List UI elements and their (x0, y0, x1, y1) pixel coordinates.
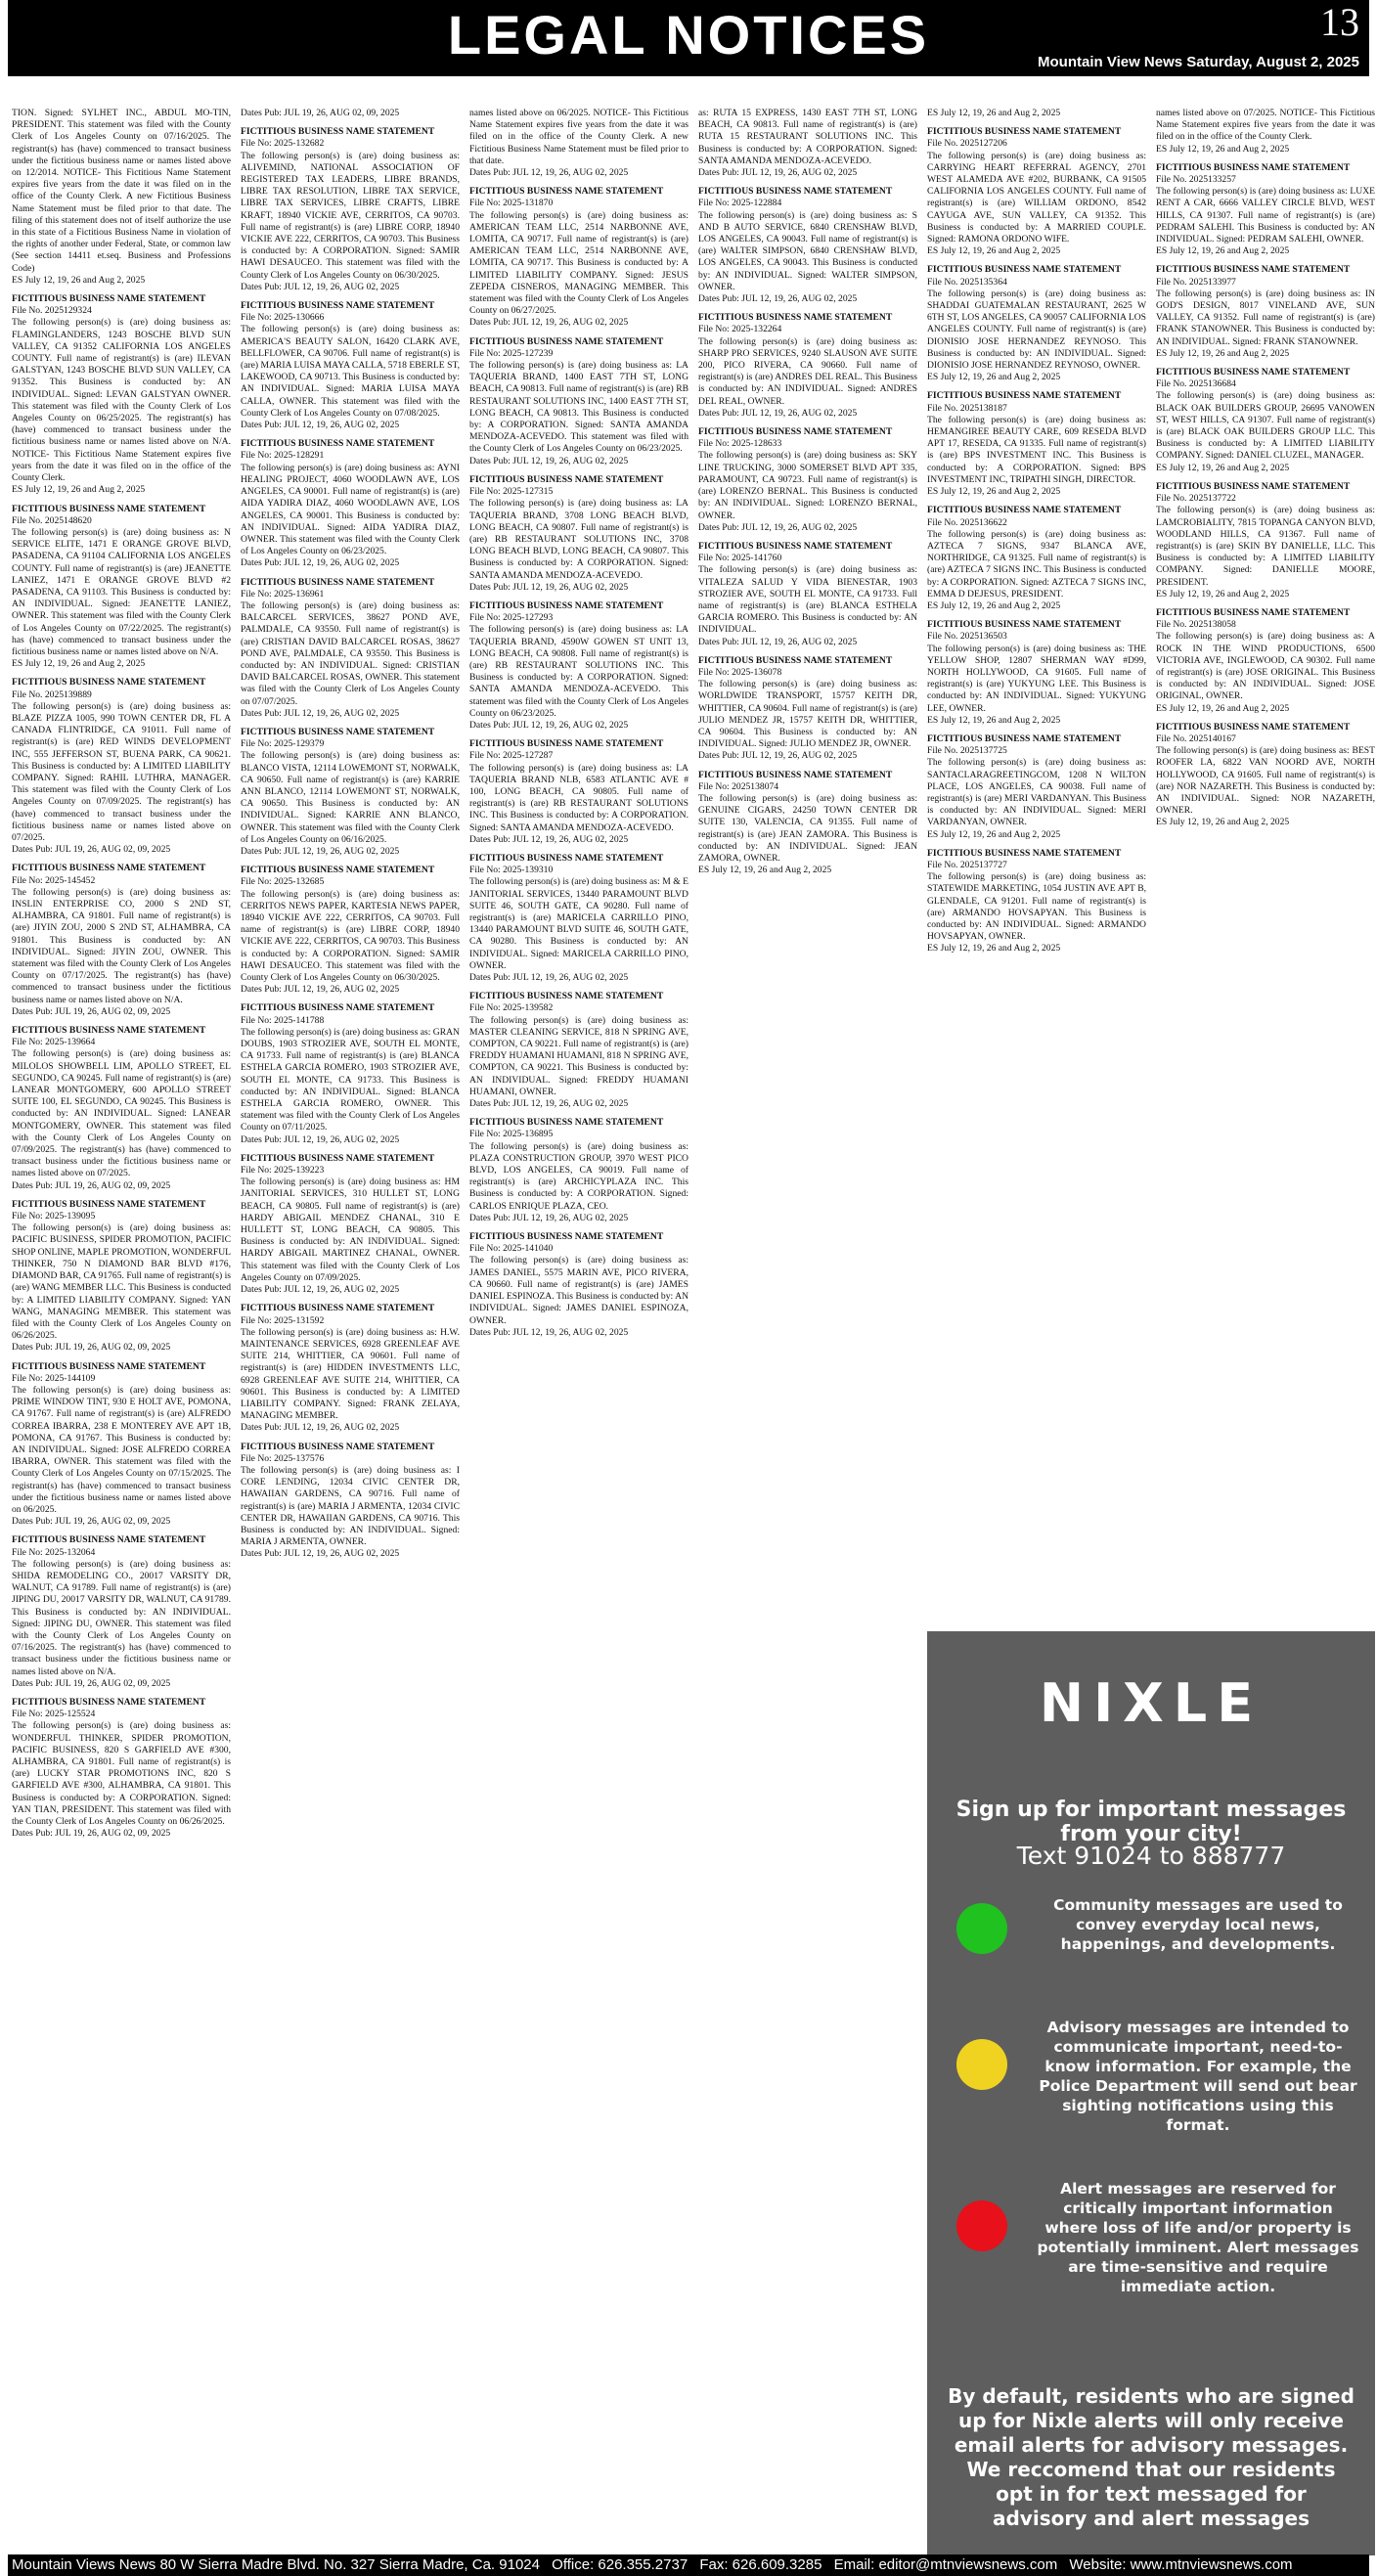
legal-notice (12, 504, 231, 671)
footer-email[interactable]: Email: editor@mtnviewsnews.com (833, 2556, 1058, 2573)
publication-dates: ES July 12, 19, 26 and Aug 2, 2025 (927, 245, 1061, 257)
publication-dates: Dates Pub: JUL 12, 19, 26, AUG 02, 2025 (698, 750, 858, 762)
notice-heading: FICTITIOUS BUSINESS NAME STATEMENT (469, 991, 664, 1002)
publication-dates: Dates Pub: JUL 12, 19, 26, AUG 02, 2025 (469, 833, 629, 845)
publication-dates: ES July 12, 19, 26 and Aug 2, 2025 (1156, 588, 1290, 600)
publication-dates: Dates Pub: JUL 12, 19, 26, AUG 02, 2025 (698, 521, 858, 533)
publication-dates: ES July 12, 19, 26 and Aug 2, 2025 (1156, 702, 1290, 714)
publication-dates: Dates Pub: JUL 12, 19, 26, AUG 02, 2025 (469, 455, 629, 466)
notice-heading: FICTITIOUS BUSINESS NAME STATEMENT (241, 126, 435, 138)
notice-body: The following person(s) is (are) doing business as: PLAZA CONSTRUCTION GROUP, 3970 WEST PICO BLVD, LOS ANGELES, CA 90019. Full name of registrant(s) is (are) ARCHICYPLAZA INC. This Business is conducted by: A CORPORATION. Signed: CARLOS ENRIQUE PLAZA, CEO. (469, 1140, 688, 1212)
publication-dates: Dates Pub: JUL 12, 19, 26, AUG 02, 2025 (241, 420, 400, 431)
publication-dates: Dates Pub: JUL 12, 19, 26, AUG 02, 2025 (469, 719, 629, 731)
file-number: File No: 2025-139582 (469, 1002, 554, 1014)
file-number: File No: 2025-136961 (241, 588, 325, 600)
notice-body: The following person(s) is (are) doing business as: ALIVEMIND, NATIONAL ASSOCIATION OF REGISTERED TAX LEADERS, LIBRE BRANDS, LIBRE TAX RESOLUTION, LIBRE TAX SERVICE, LIBRE TAX SERVICES, LIBRE CRAFTS, LIBRE KRAFT, 18940 VICKIE AVE, CERRITOS, CA 90703. Full name of registrant(s) is (are) LIBRE CORP, 18940 VICKIE AVE 222, CERRITOS, CA 90703. This Business is conducted by: A CORPORATION. Signed: SAMIR HAWI DESAUCEO. This statement was filed with the County Clerk of Los Angeles County on 06/30/2025. (241, 150, 460, 281)
notice-heading: FICTITIOUS BUSINESS NAME STATEMENT (698, 540, 893, 552)
notice-heading: FICTITIOUS BUSINESS NAME STATEMENT (241, 1152, 435, 1164)
file-number: File No: 2025-139095 (12, 1211, 96, 1222)
legal-notice (1156, 108, 1375, 155)
notice-heading: FICTITIOUS BUSINESS NAME STATEMENT (241, 726, 435, 737)
notice-heading: FICTITIOUS BUSINESS NAME STATEMENT (1156, 606, 1351, 618)
notice-heading: FICTITIOUS BUSINESS NAME STATEMENT (698, 312, 893, 324)
publication-dates: Dates Pub: JUL 19, 26, AUG 02, 09, 2025 (12, 1342, 171, 1354)
publication-dates: ES July 12, 19, 26 and Aug 2, 2025 (927, 486, 1061, 498)
file-number: File No: 2025-139223 (241, 1165, 325, 1177)
notice-body: The following person(s) is (are) doing business as: AMERICAN TEAM LLC, 2514 NARBONNE AVE, LOMITA, CA 90717. Full name of registrant(s) is (are) AMERICAN TEAM LLC, 2514 NARBONNE AVE, LOMITA, CA 90717. This Business is conducted by: A LIMITED LIABILITY COMPANY. Signed: JESUS ZEPEDA CISNEROS, MANAGING MEMBER. This statement was filed with the County Clerk of Los Angeles County on 06/27/2025. (469, 209, 688, 317)
legal-notice (698, 186, 917, 305)
publication-dates: Dates Pub: JUL 12, 19, 26, AUG 02, 2025 (698, 293, 858, 305)
legal-notice (469, 474, 688, 594)
file-number: File No: 2025-127287 (469, 750, 554, 762)
file-number: File No: 2025-131592 (241, 1314, 325, 1326)
publication-dates: Dates Pub: JUL 12, 19, 26, AUG 02, 2025 (241, 984, 400, 996)
file-number: File No. 2025148620 (12, 514, 92, 526)
legal-notice (469, 186, 688, 329)
file-number: File No. 2025127206 (927, 138, 1007, 150)
publication-dates: ES July 12, 19, 26 and Aug 2, 2025 (927, 714, 1061, 726)
red-dot-icon (956, 2200, 1007, 2251)
file-number: File No. 2025138058 (1156, 619, 1236, 631)
yellow-dot-icon (956, 2039, 1007, 2090)
nixle-item-text: Advisory messages are intended to communicate important, need-to-know information. For example, the Police Department will send out bear sighting notifications using this format. (1039, 2019, 1357, 2134)
notice-body: The following person(s) is (are) doing business as: WORLDWIDE TRANSPORT, 15757 KEITH DR, WHITTIER, CA 90604. Full name of registrant(s) is (are) JULIO MENDEZ JR, 15757 KEITH DR, WHITTIER, CA 90604. This Business is conducted by: AN INDIVIDUAL. Signed: JULIO MENDEZ JR, OWNER. (698, 679, 917, 750)
publication-dates: ES July 12, 19, 26 and Aug 2, 2025 (927, 828, 1061, 840)
notice-heading: FICTITIOUS BUSINESS NAME STATEMENT (927, 505, 1122, 516)
publication-dates: Dates Pub: JUL 12, 19, 26, AUG 02, 2025 (241, 1422, 400, 1434)
notice-heading: FICTITIOUS BUSINESS NAME STATEMENT (927, 264, 1122, 276)
legal-notice (1156, 162, 1375, 258)
nixle-text-instruction: Text 91024 to 888777 (1016, 1842, 1286, 1870)
notice-body: names listed above on 06/2025. NOTICE- This Fictitious Name Statement expires five years from the date it was filed on in the office of the County Clerk. A new Fictitious Business Name Statement must be filed prior to that date. (469, 108, 688, 166)
file-number: File No: 2025-127293 (469, 612, 554, 624)
file-number: File No: 2025-136895 (469, 1129, 554, 1140)
notice-body: The following person(s) is (are) doing business as: SKY LINE TRUCKING, 3000 SOMERSET BLVD APT 335, PARAMOUNT, CA 90723. Full name of registrant(s) is (are) LORENZO BERNAL. This Business is conducted by: AN INDIVIDUAL. Signed: LORENZO BERNAL, OWNER. (698, 450, 917, 521)
notice-body: The following person(s) is (are) doing business as: STATEWIDE MARKETING, 1054 JUSTIN AVE APT B, GLENDALE, CA 91201. Full name of registrant(s) is (are) ARMANDO HOVSAPYAN. This Business is conducted by: AN INDIVIDUAL. Signed: ARMANDO HOVSAPYAN, OWNER. (927, 871, 1146, 943)
legal-notice (12, 1697, 231, 1840)
publication-dates: ES July 12, 19, 26 and Aug 2, 2025 (1156, 143, 1290, 155)
file-number: File No. 2025137727 (927, 859, 1007, 870)
publisher-footer (8, 2554, 1369, 2576)
notice-heading: FICTITIOUS BUSINESS NAME STATEMENT (241, 300, 435, 312)
file-number: File No. 2025136684 (1156, 378, 1236, 390)
legal-notice (698, 541, 917, 648)
notice-body: names listed above on 07/2025. NOTICE- This Fictitious Name Statement expires five years from the date it was filed on in the office of the County Clerk. (1156, 108, 1375, 143)
file-number: File No: 2025-144109 (12, 1372, 96, 1384)
notice-body: The following person(s) is (are) doing business as: PACIFIC BUSINESS, SPIDER PROMOTION, PACIFIC SHOP ONLINE, MAPLE PROMOTION, WONDERFUL THINKER, 750 N DIAMOND BAR BLVD #176, DIAMOND BAR, CA 91765. Full name of registrant(s) is (are) WANG MEMBER LLC. This Business is conducted by: A LIMITED LIABILITY COMPANY. Signed: YAN WANG, MANAGING MEMBER. This statement was filed with the County Clerk of Los Angeles County on 06/26/2025. (12, 1222, 231, 1342)
notice-body: The following person(s) is (are) doing business as: BLAZE PIZZA 1005, 990 TOWN CENTER DR, FL A CANADA FLINTRIDGE, CA 91011. Full name of registrant(s) is (are) RED WINDS DEVELOPMENT INC, 555 JEFFERSON ST, BUENA PARK, CA 90621. This Business is conducted by: A LIMITED LIABILITY COMPANY. Signed: RAHIL LUTHRA, MANAGER. This statement was filed with the County Clerk of Los Angeles County on 07/09/2025. The registrant(s) has (have) commenced to transact business under the fictitious business name or names listed above on 07/2025. (12, 700, 231, 843)
publication-dates: Dates Pub: JUL 12, 19, 26, AUG 02, 2025 (469, 1326, 629, 1338)
publication-dates: Dates Pub: JUL 12, 19, 26, AUG 02, 2025 (469, 317, 629, 329)
dateline: Mountain View News Saturday, August 2, 2025 (1038, 54, 1359, 70)
legal-notice (12, 1199, 231, 1355)
file-number: File No: 2025-141788 (241, 1014, 325, 1026)
publication-dates: Dates Pub: JUL 12, 19, 26, AUG 02, 2025 (241, 281, 400, 292)
legal-notice (1156, 367, 1375, 474)
notice-heading: FICTITIOUS BUSINESS NAME STATEMENT (241, 576, 435, 588)
nixle-logo: NIXLE (1039, 1672, 1264, 1734)
notice-heading: FICTITIOUS BUSINESS NAME STATEMENT (12, 1697, 206, 1708)
file-number: File No: 2025-139310 (469, 865, 554, 876)
file-number: File No. 2025133977 (1156, 276, 1236, 288)
publication-dates: Dates Pub: JUL 19, 26, AUG 02, 09, 2025 (12, 1516, 171, 1528)
notice-heading: FICTITIOUS BUSINESS NAME STATEMENT (927, 390, 1122, 402)
notice-heading: FICTITIOUS BUSINESS NAME STATEMENT (12, 1025, 206, 1037)
legal-notice (469, 336, 688, 467)
publication-dates: ES July 12, 19, 26 and Aug 2, 2025 (1156, 245, 1290, 257)
legal-notice (698, 770, 917, 877)
file-number: File No. 2025135364 (927, 276, 1007, 288)
notice-heading: FICTITIOUS BUSINESS NAME STATEMENT (469, 852, 664, 864)
publication-dates: Dates Pub: JUL 12, 19, 26, AUG 02, 2025 (469, 167, 629, 179)
legal-notice (12, 863, 231, 1018)
notice-body: The following person(s) is (are) doing business as: LA TAQUERIA BRAND, 3708 LONG BEACH BLVD, LONG BEACH, CA 90807. Full name of registrant(s) is (are) RB RESTAURANT SOLUTIONS INC, 3708 LONG BEACH BLVD, LONG BEACH, CA 90807. This Business is conducted by: A CORPORATION. Signed: SANTA AMANDA MENDOZA-ACEVEDO. (469, 498, 688, 581)
publication-dates: Dates Pub: JUL 12, 19, 26, AUG 02, 2025 (469, 1098, 629, 1110)
publication-dates: Dates Pub: JUL 12, 19, 26, AUG 02, 2025 (698, 636, 858, 647)
notice-body: The following person(s) is (are) doing business as: SHADDAI GUATEMALAN RESTAURANT, 2625 W 6TH ST, LOS ANGELES, CA 90057 CALIFORNIA LOS ANGELES COUNTY. Full name of registrant(s) is (are) DIONISIO JOSE HERNANDEZ REYNOSO. This Business is conducted by: AN INDIVIDUAL. Signed: DIONISIO JOSE HERNANDEZ REYNOSO, OWNER. (927, 288, 1146, 372)
notice-column-4 (698, 108, 917, 2576)
notice-body: The following person(s) is (are) doing business as: LUXE RENT A CAR, 6666 VALLEY CIRCLE BLVD, WEST HILLS, CA 91307. Full name of registrant(s) is (are) PEDRAM SALEHI. This Business is conducted by: AN INDIVIDUAL. Signed: PEDRAM SALEHI, OWNER. (1156, 186, 1375, 245)
notice-heading: FICTITIOUS BUSINESS NAME STATEMENT (927, 619, 1122, 631)
notice-body: The following person(s) is (are) doing business as: S AND B AUTO SERVICE, 6840 CRENSHAW BLVD, LOS ANGELES, CA 90043. Full name of registrant(s) is (are) WALTER SIMPSON, 6840 CRENSHAW BLVD, LOS ANGELES, CA 90043. This Business is conducted by: AN INDIVIDUAL. Signed: WALTER SIMPSON, OWNER. (698, 209, 917, 292)
publication-dates: Dates Pub: JUL 12, 19, 26, AUG 02, 2025 (469, 581, 629, 593)
file-number: File No. 2025136622 (927, 516, 1007, 528)
notice-body: The following person(s) is (are) doing business as: INSLIN ENTERPRISE CO, 2000 S 2ND ST, ALHAMBRA, CA 91801. Full name of registrant(s) is (are) JIYIN ZOU, 2000 S 2ND ST, ALHAMBRA, CA 91801. This Business is conducted by: AN INDIVIDUAL. Signed: JIYIN ZOU, OWNER. This statement was filed with the County Clerk of Los Angeles County on 07/17/2025. The registrant(s) has (have) commenced to transact business under the fictitious business name or names listed above on N/A. (12, 886, 231, 1005)
notice-body: The following person(s) is (are) doing business as: CARRYING HEART REFERRAL AGENCY, 2701 WEST ALAMEDA AVE #202, BURBANK, CA 91505 CALIFORNIA LOS ANGELES COUNTY. Full name of registrant(s) is (are) WILLIAM ORDONO, 8542 CAYUGA AVE, SUN VALLEY, CA 91352. This Business is conducted by: A MARRIED COUPLE. Signed: RAMONA ORDONO WIFE. (927, 150, 1146, 245)
publication-dates: Dates Pub: JUL 12, 19, 26, AUG 02, 2025 (241, 1548, 400, 1560)
file-number: File No. 2025137725 (927, 745, 1007, 757)
legal-notice (927, 848, 1146, 955)
section-title: LEGAL NOTICES (447, 4, 930, 66)
legal-notice (469, 108, 688, 179)
legal-notice (698, 655, 917, 763)
notice-heading: FICTITIOUS BUSINESS NAME STATEMENT (1156, 264, 1351, 276)
notice-body: The following person(s) is (are) doing business as: MILOLOS SHOWBELL LIM, APOLLO STREET, EL SEGUNDO, CA 90245. Full name of registrant(s) is (are) LANEAR MONTGOMERY, 600 APOLLO STREET SUITE 100, EL SEGUNDO, CA 90245. This Business is conducted by: AN INDIVIDUAL. Signed: LANEAR MONTGOMERY, OWNER. This statement was filed with the County Clerk of Los Angeles County on 07/09/2025. The registrant(s) has (have) commenced to transact business under the fictitious business name or names listed above on 07/2025. (12, 1048, 231, 1179)
notice-body: The following person(s) is (are) doing business as: AMERICA'S BEAUTY SALON, 16420 CLARK AVE, BELLFLOWER, CA 90706. Full name of registrant(s) is (are) MARIA LUISA MAYA CALLA, 5718 EBERLE ST, LAKEWOOD, CA 90713. This Business is conducted by: AN INDIVIDUAL. Signed: MARIA LUISA MAYA CALLA, OWNER. This statement was filed with the County Clerk of Los Angeles County on 07/08/2025. (241, 324, 460, 419)
notice-body: The following person(s) is (are) doing business as: M & E JANITORIAL SERVICES, 13440 PARAMOUNT BLVD SUITE 46, SOUTH GATE, CA 90280. Full name of registrant(s) is (are) MARICELA CARRILLO PINO, 13440 PARAMOUNT BLVD SUITE 46, SOUTH GATE, CA 90280. This Business is conducted by: AN INDIVIDUAL. Signed: MARICELA CARRILLO PINO, OWNER. (469, 876, 688, 971)
publication-dates: ES July 12, 19, 26 and Aug 2, 2025 (698, 865, 832, 876)
notice-body: The following person(s) is (are) doing business as: GENUINE CIGARS, 24250 TOWN CENTER DR SUITE 130, VALENCIA, CA 91355. Full name of registrant(s) is (are) JEAN ZAMORA. This Business is conducted by: AN INDIVIDUAL. Signed: JEAN ZAMORA, OWNER. (698, 792, 917, 864)
notice-heading: FICTITIOUS BUSINESS NAME STATEMENT (927, 733, 1122, 744)
publication-dates: Dates Pub: JUL 12, 19, 26, AUG 02, 2025 (241, 845, 400, 857)
nixle-item-text: Alert messages are reserved for critically important information where loss of life and/or property is potentially imminent. Alert messages are time-sensitive and require immediate action. (1037, 2180, 1359, 2295)
file-number: File No. 2025129324 (12, 305, 92, 317)
legal-notice (12, 1361, 231, 1529)
legal-notice (12, 1025, 231, 1192)
file-number: File No: 2025-127239 (469, 347, 554, 359)
nixle-tagline: Sign up for important messages from your city! (955, 1798, 1347, 1846)
legal-notice (469, 1231, 688, 1339)
footer-office-phone: Office: 626.355.2737 (552, 2556, 688, 2573)
notice-heading: FICTITIOUS BUSINESS NAME STATEMENT (12, 1198, 206, 1210)
footer-fax: Fax: 626.609.3285 (699, 2556, 822, 2573)
notice-body: The following person(s) is (are) doing business as: BALCARCEL SERVICES, 38627 POND AVE, PALMDALE, CA 93550. Full name of registrant(s) is (are) CRISTIAN DAVID BALCARCEL ROSAS, 38627 POND AVE, PALMDALE, CA 93550. This Business is conducted by: AN INDIVIDUAL. Signed: CRISTIAN DAVID BALCARCEL ROSAS, OWNER. This statement was filed with the County Clerk of Los Angeles County on 07/07/2025. (241, 600, 460, 707)
notice-body: The following person(s) is (are) doing business as: SANTACLARAGREETINGCOM, 1208 N WILTON PLACE, LOS ANGELES, CA 90038. Full name of registrant(s) is (are) MERI VARDANYAN. This Business is conducted by: AN INDIVIDUAL. Signed: MERI VARDANYAN, OWNER. (927, 757, 1146, 828)
green-dot-icon (956, 1903, 1007, 1954)
publication-dates: ES July 12, 19, 26 and Aug 2, 2025 (927, 600, 1061, 611)
legal-notice (698, 312, 917, 420)
notice-column-1 (12, 108, 231, 2576)
legal-notice (241, 438, 460, 569)
footer-address: Mountain Views News 80 W Sierra Madre Blvd. No. 327 Sierra Madre, Ca. 91024 (12, 2556, 540, 2573)
notice-heading: FICTITIOUS BUSINESS NAME STATEMENT (12, 863, 206, 874)
publication-dates: Dates Pub: JUL 12, 19, 26, AUG 02, 2025 (698, 407, 858, 419)
file-number: File No: 2025-122884 (698, 198, 782, 209)
legal-notice (12, 1534, 231, 1690)
notice-body: The following person(s) is (are) doing business as: LA TAQUERIA BRAND NLB, 6583 ATLANTIC AVE # 100, LONG BEACH, CA 90805. Full name of registrant(s) is (are) RB RESTAURANT SOLUTIONS INC. This Business is conducted by: A CORPORATION. Signed: SANTA AMANDA MENDOZA-ACEVEDO. (469, 762, 688, 833)
notice-body: The following person(s) is (are) doing business as: WONDERFUL THINKER, SPIDER PROMOTION, PACIFIC BUSINESS, 820 S GARFIELD AVE #300, ALHAMBRA, CA 91801. Full name of registrant(s) is (are) LUCKY STAR PROMOTIONS INC, 820 S GARFIELD AVE #300, ALHAMBRA, CA 91801. This Business is conducted by: A CORPORATION. Signed: YAN TIAN, PRESIDENT. This statement was filed with the County Clerk of Los Angeles County on 06/26/2025. (12, 1720, 231, 1828)
legal-notice (241, 1303, 460, 1434)
notice-body: The following person(s) is (are) doing business as: THE YELLOW SHOP, 12807 SHERMAN WAY #D99, NORTH HOLLYWOOD, CA 91605. Full name of registrant(s) is (are) YUKYUNG LEE. This Business is conducted by: AN INDIVIDUAL. Signed: YUKYUNG LEE, OWNER. (927, 643, 1146, 714)
notice-body: The following person(s) is (are) doing business as: LAMCROBIALITY, 7815 TOPANGA CANYON BLVD, WOODLAND HILLS, CA 91367. Full name of registrant(s) is (are) SKIN BY DANIELLE, LLC. This Business is conducted by: A LIMITED LIABILITY COMPANY. Signed: DANIELLE MOORE, PRESIDENT. (1156, 505, 1375, 588)
notice-heading: FICTITIOUS BUSINESS NAME STATEMENT (12, 1534, 206, 1546)
notice-body: The following person(s) is (are) doing business as: AZTECA 7 SIGNS, 9347 BLANCA AVE, NORTHRIDGE, CA 91325. Full name of registrant(s) is (are) AZTECA 7 SIGNS INC. This Business is conducted by: A CORPORATION. Signed: AZTECA 7 SIGNS INC, EMMA D DEJESUS, PRESIDENT. (927, 528, 1146, 600)
notice-heading: FICTITIOUS BUSINESS NAME STATEMENT (1156, 367, 1351, 378)
notice-heading: FICTITIOUS BUSINESS NAME STATEMENT (241, 1002, 435, 1014)
notice-heading: FICTITIOUS BUSINESS NAME STATEMENT (698, 186, 893, 198)
publication-dates: Dates Pub: JUL 19, 26, AUG 02, 09, 2025 (12, 844, 171, 856)
notice-heading: FICTITIOUS BUSINESS NAME STATEMENT (1156, 480, 1351, 492)
notice-body: The following person(s) is (are) doing business as: PRIME WINDOW TINT, 930 E HOLT AVE, POMONA, CA 91767. Full name of registrant(s) is (are) ALFREDO CORREA IBARRA, 238 E MONTEREY AVE APT 1B, POMONA, CA 91767. This Business is conducted by: AN INDIVIDUAL. Signed: JOSE ALFREDO CORREA IBARRA, OWNER. This statement was filed with the County Clerk of Los Angeles County on 07/15/2025. The registrant(s) has (have) commenced to transact business under the fictitious business name or names listed above on 06/2025. (12, 1384, 231, 1515)
notice-body: The following person(s) is (are) doing business as: VITALEZA SALUD Y VIDA BIENESTAR, 1903 STROZIER AVE, SOUTH EL MONTE, CA 91733. Full name of registrant(s) is (are) BLANCA ESTHELA GARCIA ROMERO. This Business is conducted by: AN INDIVIDUAL. (698, 564, 917, 636)
footer-website[interactable]: Website: www.mtnviewsnews.com (1069, 2556, 1293, 2573)
file-number: File No. 2025136503 (927, 631, 1007, 643)
publication-dates: Dates Pub: JUL 12, 19, 26, AUG 02, 2025 (698, 167, 858, 179)
notice-body: The following person(s) is (are) doing business as: BEST ROOFER LA, 6822 VAN NOORD AVE, NORTH HOLLYWOOD, CA 91605. Full name of registrant(s) is (are) NOR NAZARETH. This Business is conducted by: AN INDIVIDUAL. Signed: NOR NAZARETH, OWNER. (1156, 745, 1375, 817)
legal-notice (469, 1117, 688, 1224)
file-number: File No: 2025138074 (698, 780, 779, 792)
legal-notice (241, 727, 460, 858)
file-number: File No: 2025-130666 (241, 312, 325, 324)
notice-heading: FICTITIOUS BUSINESS NAME STATEMENT (241, 1303, 435, 1314)
notice-body: The following person(s) is (are) doing business as: AYNI HEALING PROJECT, 4060 WOODLAWN AVE, LOS ANGELES, CA 90001. Full name of registrant(s) is (are) AIDA YADIRA DIAZ, 4060 WOODLAWN AVE, LOS ANGELES, CA 90001. This Business is conducted by: AN INDIVIDUAL. Signed: AIDA YADIRA DIAZ, OWNER. This statement was filed with the County Clerk of Los Angeles County on 06/23/2025. (241, 462, 460, 557)
notice-body: The following person(s) is (are) doing business as: CERRITOS NEWS PAPER, KARTESIA NEWS PAPER, 18940 VICKIE AVE 222, CERRITOS, CA 90703. Full name of registrant(s) is (are) LIBRE CORP, 18940 VICKIE AVE 222, CERRITOS, CA 90703. This Business is conducted by: A CORPORATION. Signed: SAMIR HAWI DESAUCEO. This statement was filed with the County Clerk of Los Angeles County on 06/30/2025. (241, 888, 460, 984)
file-number: File No: 2025-132685 (241, 876, 325, 888)
publication-dates: Dates Pub: JUL 19, 26, AUG 02, 09, 2025 (12, 1005, 171, 1017)
file-number: File No: 2025-127315 (469, 486, 554, 498)
legal-notice (927, 126, 1146, 257)
legal-notice (1156, 722, 1375, 829)
file-number: File No. 2025137722 (1156, 493, 1236, 505)
publication-dates: ES July 12, 19, 26 and Aug 2, 2025 (927, 372, 1061, 383)
notice-heading: FICTITIOUS BUSINESS NAME STATEMENT (469, 186, 664, 198)
masthead (8, 0, 1369, 76)
legal-notice (469, 991, 688, 1110)
notice-body: The following person(s) is (are) doing business as: SHIDA REMODELING CO., 20017 VARSITY DR, WALNUT, CA 91789. Full name of registrant(s) is (are) JIPING DU, 20017 VARSITY DR, WALNUT, CA 91789. This Business is conducted by: AN INDIVIDUAL. Signed: JIPING DU, OWNER. This statement was filed with the County Clerk of Los Angeles County on 07/16/2025. The registrant(s) has (have) commenced to transact business under the fictitious business name or names listed above on N/A. (12, 1558, 231, 1677)
legal-notice (241, 865, 460, 996)
notice-body: The following person(s) is (are) doing business as: GRAN DOUBS, 1903 STROZIER AVE, SOUTH EL MONTE, CA 91733. Full name of registrant(s) is (are) BLANCA ESTHELA GARCIA ROMERO, 1903 STROZIER AVE, SOUTH EL MONTE, CA 91733. This Business is conducted by: AN INDIVIDUAL. Signed: BLANCA ESTHELA GARCIA ROMERO, OWNER. This statement was filed with the County Clerk of Los Angeles County on 07/11/2025. (241, 1026, 460, 1133)
legal-notice (241, 1002, 460, 1145)
notice-body: The following person(s) is (are) doing business as: JAMES DANIEL, 5575 MARIN AVE, PICO RIVERA, CA 90660. Full name of registrant(s) is (are) JAMES DANIEL ESPINOZA. This Business is conducted by: AN INDIVIDUAL. Signed: JAMES DANIEL ESPINOZA, OWNER. (469, 1255, 688, 1326)
publication-dates: Dates Pub: JUL 12, 19, 26, AUG 02, 2025 (469, 972, 629, 984)
file-number: File No: 2025-128633 (698, 438, 782, 450)
legal-notice (698, 426, 917, 534)
notice-body: The following person(s) is (are) doing business as: H.W. MAINTENANCE SERVICES, 6928 GREENLEAF AVE SUITE 214, WHITTIER, CA 90601. Full name of registrant(s) is (are) HIDDEN INVESTMENTS LLC, 6928 GREENLEAF AVE SUITE 214, WHITTIER, CA 90601. This Business is conducted by: A LIMITED LIABILITY COMPANY. Signed: FRANK ZELAYA, MANAGING MEMBER. (241, 1326, 460, 1422)
notice-column-2 (241, 108, 460, 2576)
notice-heading: FICTITIOUS BUSINESS NAME STATEMENT (241, 865, 435, 876)
publication-dates: Dates Pub: JUL 19, 26, AUG 02, 09, 2025 (12, 1677, 171, 1689)
notice-heading: FICTITIOUS BUSINESS NAME STATEMENT (12, 503, 206, 514)
notice-body: TION. Signed: SYLHET INC., ABDUL MO-TIN, PRESIDENT. This statement was filed with the County Clerk of Los Angeles County on 07/16/2025. The registrant(s) has (have) commenced to transact business under the fictitious business name or names listed above on 12/2014. NOTICE- This Fictitious Name Statement expires five years from the date it was filed on in the office of the County Clerk. A new Fictitious Business Name Statement must be filed prior to that date. The filing of this statement does not of itself authorize the use in this state of a Fictitious Business Name in violation of the rights of another under Federal, State, or common law (See section 14411 et.seq. Business and Professions Code) (12, 108, 231, 274)
publication-dates: ES July 12, 19, 26 and Aug 2, 2025 (1156, 462, 1290, 473)
legal-notice (927, 619, 1146, 727)
publication-dates: ES July 12, 19, 26 and Aug 2, 2025 (12, 484, 146, 496)
legal-notice (241, 577, 460, 720)
file-number: File No. 2025138187 (927, 402, 1007, 414)
file-number: File No. 2025133257 (1156, 174, 1236, 186)
notice-body: The following person(s) is (are) doing business as: FLAMINGLANDERS, 1243 BOSCHE BLVD SUN VALLEY, CA 91352 CALIFORNIA LOS ANGELES COUNTY. Full name of registrant(s) is (are) ILEVAN GALSTYAN, 1243 BOSCHE BLVD SUN VALLEY, CA 91352. This Business is conducted by: AN INDIVIDUAL. Signed: LEVAN GALSTYAN OWNER. This statement was filed with the County Clerk of Los Angeles County on 06/25/2025. The registrant(s) has (have) commenced to transact business under the fictitious business name or names listed above on N/A. NOTICE- This Fictitious Name Statement expires five years from the date it was filed on in the office of the County Clerk. (12, 317, 231, 484)
notice-heading: FICTITIOUS BUSINESS NAME STATEMENT (12, 677, 206, 688)
legal-notice (469, 853, 688, 984)
nixle-footer-text: By default, residents who are signed up for Nixle alerts will only receive email alerts for advisory messages. We reccomend that our residents opt in for text messaged for advisory and alert messages (948, 2384, 1355, 2530)
publication-dates: Dates Pub: JUL 12, 19, 26, AUG 02, 2025 (241, 707, 400, 719)
publication-dates: ES July 12, 19, 26 and Aug 2, 2025 (1156, 347, 1290, 359)
publication-dates: ES July 12, 19, 26 and Aug 2, 2025 (12, 274, 146, 286)
notice-heading: FICTITIOUS BUSINESS NAME STATEMENT (698, 654, 893, 666)
notice-body: The following person(s) is (are) doing business as: HM JANITORIAL SERVICES, 310 HULLET ST, LONG BEACH, CA 90805. Full name of registrant(s) is (are) HARDY ABIGAIL MENDEZ CHANAL, 310 E HULLETT ST, LONG BEACH, CA 90805. This Business is conducted by: AN INDIVIDUAL. Signed: HARDY ABIGAIL MARTINEZ CHANAL, OWNER. This statement was filed with the County Clerk of Los Angeles County on 07/09/2025. (241, 1177, 460, 1283)
notice-body: The following person(s) is (are) doing business as: I CORE LENDING, 12034 CIVIC CENTER DR, HAWAIIAN GARDENS, CA 90716. Full name of registrant(s) is (are) MARIA J ARMENTA, 12034 CIVIC CENTER DR, HAWAIIAN GARDENS, CA 90716. This Business is conducted by: AN INDIVIDUAL. Signed: MARIA J ARMENTA, OWNER. (241, 1464, 460, 1548)
notice-heading: FICTITIOUS BUSINESS NAME STATEMENT (12, 1360, 206, 1372)
file-number: File No: 2025-139664 (12, 1037, 96, 1048)
notice-heading: FICTITIOUS BUSINESS NAME STATEMENT (1156, 161, 1351, 173)
notice-body: The following person(s) is (are) doing business as: BLANCO VISTA, 12114 LOWEMONT ST, NORWALK, CA 90650. Full name of registrant(s) is (are) KARRIE ANN BLANCO, 12114 LOWEMONT ST, NORWALK, CA 90650. This Business is conducted by: AN INDIVIDUAL. Signed: KARRIE ANN BLANCO, OWNER. This statement was filed with the County Clerk of Los Angeles County on 06/16/2025. (241, 750, 460, 845)
notice-body: The following person(s) is (are) doing business as: A ROCK IN THE WIND PRODUCTIONS, 6500 VICTORIA AVE, INGLEWOOD, CA 90302. Full name of registrant(s) is (are) JOSE ORIGINAL. This Business is conducted by: AN INDIVIDUAL. Signed: JOSE ORIGINAL, OWNER. (1156, 631, 1375, 702)
notice-body: The following person(s) is (are) doing business as: IN GOD'S DESIGN, 8017 VINELAND AVE, SUN VALLEY, CA 91352. Full name of registrant(s) is (are) FRANK STANOWNER. This Business is conducted by: AN INDIVIDUAL. Signed: FRANK STANOWNER. (1156, 288, 1375, 347)
publication-dates: ES July 12, 19, 26 and Aug 2, 2025 (927, 943, 1061, 955)
file-number: File No: 2025-141760 (698, 553, 782, 564)
legal-notice (241, 1442, 460, 1561)
notice-heading: FICTITIOUS BUSINESS NAME STATEMENT (241, 438, 435, 450)
legal-notice (241, 300, 460, 431)
file-number: File No. 2025139889 (12, 688, 92, 700)
publication-dates: Dates Pub: JUL 12, 19, 26, AUG 02, 2025 (469, 1212, 629, 1223)
notice-heading: FICTITIOUS BUSINESS NAME STATEMENT (469, 738, 664, 750)
file-number: File No: 2025-132064 (12, 1546, 96, 1558)
notice-body: ES July 12, 19, 26 and Aug 2, 2025 (927, 108, 1061, 118)
notice-heading: FICTITIOUS BUSINESS NAME STATEMENT (1156, 721, 1351, 733)
notice-body: The following person(s) is (are) doing business as: SHARP PRO SERVICES, 9240 SLAUSON AVE SUITE 200, PICO RIVERA, CA 90660. Full name of registrant(s) is (are) ANDRES DEL REAL. This Business is conducted by: AN INDIVIDUAL. Signed: ANDRES DEL REAL, OWNER. (698, 335, 917, 407)
file-number: File No: 2025-145452 (12, 874, 96, 886)
legal-notice (1156, 607, 1375, 715)
legal-notice (469, 600, 688, 732)
legal-notice (12, 293, 231, 496)
file-number: File No: 2025-141040 (469, 1243, 554, 1255)
file-number: File No: 2025-125524 (12, 1709, 96, 1720)
notice-heading: FICTITIOUS BUSINESS NAME STATEMENT (241, 1441, 435, 1452)
legal-notice (241, 1153, 460, 1296)
notice-heading: FICTITIOUS BUSINESS NAME STATEMENT (698, 426, 893, 438)
file-number: File No. 2025140167 (1156, 733, 1236, 744)
file-number: File No: 2025-132264 (698, 324, 782, 335)
notice-heading: FICTITIOUS BUSINESS NAME STATEMENT (12, 293, 206, 305)
publication-dates: Dates Pub: JUL 12, 19, 26, AUG 02, 2025 (241, 557, 400, 569)
notice-body: The following person(s) is (are) doing business as: HEMANGIREE BEAUTY CARE, 609 RESEDA BLVD APT 17, RESEDA, CA 91335. Full name of registrant(s) is (are) BPS INVESTMENT INC. This Business is conducted by: A CORPORATION. Signed: BPS INVESTMENT INC, TRIPATHI SINGH, DIRECTOR. (927, 414, 1146, 485)
notice-heading: FICTITIOUS BUSINESS NAME STATEMENT (698, 769, 893, 780)
file-number: File No: 2025-136078 (698, 666, 782, 678)
legal-notice (1156, 264, 1375, 360)
publication-dates: Dates Pub: JUL 12, 19, 26, AUG 02, 2025 (241, 1284, 400, 1296)
notice-body: as: RUTA 15 EXPRESS, 1430 EAST 7TH ST, LONG BEACH, CA 90813. Full name of registrant(s) is (are) RUTA 15 RESTAURANT SOLUTIONS INC. This Business is conducted by: A CORPORATION. Signed: SANTA AMANDA MENDOZA-ACEVEDO. (698, 108, 917, 166)
legal-notice (927, 505, 1146, 612)
nixle-advertisement (927, 1631, 1375, 2555)
notice-heading: FICTITIOUS BUSINESS NAME STATEMENT (927, 126, 1122, 138)
publication-dates: Dates Pub: JUL 12, 19, 26, AUG 02, 2025 (241, 1133, 400, 1145)
legal-notice (927, 264, 1146, 383)
legal-notice (469, 738, 688, 846)
publication-dates: Dates Pub: JUL 19, 26, AUG 02, 09, 2025 (12, 1179, 171, 1191)
notice-body: The following person(s) is (are) doing business as: BLACK OAK BUILDERS GROUP, 26695 VANOWEN ST, WEST HILLS, CA 91307. Full name of registrant(s) is (are) BLACK OAK BUILDERS GROUP LLC. This Business is conducted by: A LIMITED LIABILITY COMPANY. Signed: DANIEL CLUZEL, MANAGER. (1156, 390, 1375, 462)
notice-heading: FICTITIOUS BUSINESS NAME STATEMENT (469, 1231, 664, 1243)
notice-body: The following person(s) is (are) doing business as: LA TAQUERIA BRAND, 1400 EAST 7TH ST, LONG BEACH, CA 90813. Full name of registrant(s) is (are) RB RESTAURANT SOLUTIONS INC, 1400 EAST 7TH ST, LONG BEACH, CA 90813. This Business is conducted by: A CORPORATION. Signed: SANTA AMANDA MENDOZA-ACEVEDO. This statement was filed with the County Clerk of Los Angeles County on 06/23/2025. (469, 360, 688, 455)
file-number: File No: 2025-137576 (241, 1452, 325, 1464)
legal-notice (241, 126, 460, 293)
notice-heading: FICTITIOUS BUSINESS NAME STATEMENT (469, 473, 664, 485)
notice-heading: FICTITIOUS BUSINESS NAME STATEMENT (927, 847, 1122, 859)
notice-heading: FICTITIOUS BUSINESS NAME STATEMENT (469, 600, 664, 611)
notice-body: Dates Pub: JUL 19, 26, AUG 02, 09, 2025 (241, 108, 400, 118)
nixle-item-text: Community messages are used to convey everyday local news, happenings, and developments. (1053, 1896, 1343, 1953)
notice-body: The following person(s) is (are) doing business as: LA TAQUERIA BRAND, 4590W GOWEN ST UNIT 13, LONG BEACH, CA 90808. Full name of registrant(s) is (are) RB RESTAURANT SOLUTIONS INC. This Business is conducted by: A CORPORATION. Signed: SANTA AMANDA MENDOZA-ACEVEDO. This statement was filed with the County Clerk of Los Angeles County on 06/23/2025. (469, 624, 688, 719)
notice-heading: FICTITIOUS BUSINESS NAME STATEMENT (469, 335, 664, 347)
legal-notice (698, 108, 917, 179)
legal-notice (927, 733, 1146, 841)
file-number: File No: 2025-128291 (241, 450, 325, 462)
notice-column-3 (469, 108, 688, 2576)
legal-notice (12, 108, 231, 287)
file-number: File No: 2025-132682 (241, 138, 325, 150)
legal-notice (1156, 481, 1375, 600)
publication-dates: ES July 12, 19, 26 and Aug 2, 2025 (12, 658, 146, 670)
notice-heading: FICTITIOUS BUSINESS NAME STATEMENT (469, 1117, 664, 1129)
notice-body: The following person(s) is (are) doing business as: MASTER CLEANING SERVICE, 818 N SPRING AVE, COMPTON, CA 90221. Full name of registrant(s) is (are) FREDDY HUAMANI HUAMANI, 818 N SPRING AVE, COMPTON, CA 90221. This Business is conducted by: AN INDIVIDUAL. Signed: FREDDY HUAMANI HUAMANI, OWNER. (469, 1014, 688, 1097)
publication-dates: Dates Pub: JUL 19, 26, AUG 02, 09, 2025 (12, 1828, 171, 1840)
legal-notice (12, 677, 231, 856)
legal-notice (927, 390, 1146, 498)
legal-notice (927, 108, 1146, 119)
legal-notice (241, 108, 460, 119)
notice-body: The following person(s) is (are) doing business as: N SERVICE ELITE, 1471 E ORANGE GROVE BLVD, PASADENA, CA 91104 CALIFORNIA LOS ANGELES COUNTY. Full name of registrant(s) is (are) JEANETTE LANIEZ, 1471 E ORANGE GROVE BLVD #2 PASADENA, CA 91103. This Business is conducted by: AN INDIVIDUAL. Signed: JEANETTE LANIEZ, OWNER. This statement was filed with the County Clerk of Los Angeles County on 07/22/2025. The registrant(s) has (have) commenced to transact business under the fictitious business name or names listed above on N/A. (12, 526, 231, 657)
page-number: 13 (1320, 0, 1359, 44)
file-number: File No: 2025-129379 (241, 738, 325, 750)
publication-dates: ES July 12, 19, 26 and Aug 2, 2025 (1156, 817, 1290, 828)
file-number: File No: 2025-131870 (469, 198, 554, 209)
